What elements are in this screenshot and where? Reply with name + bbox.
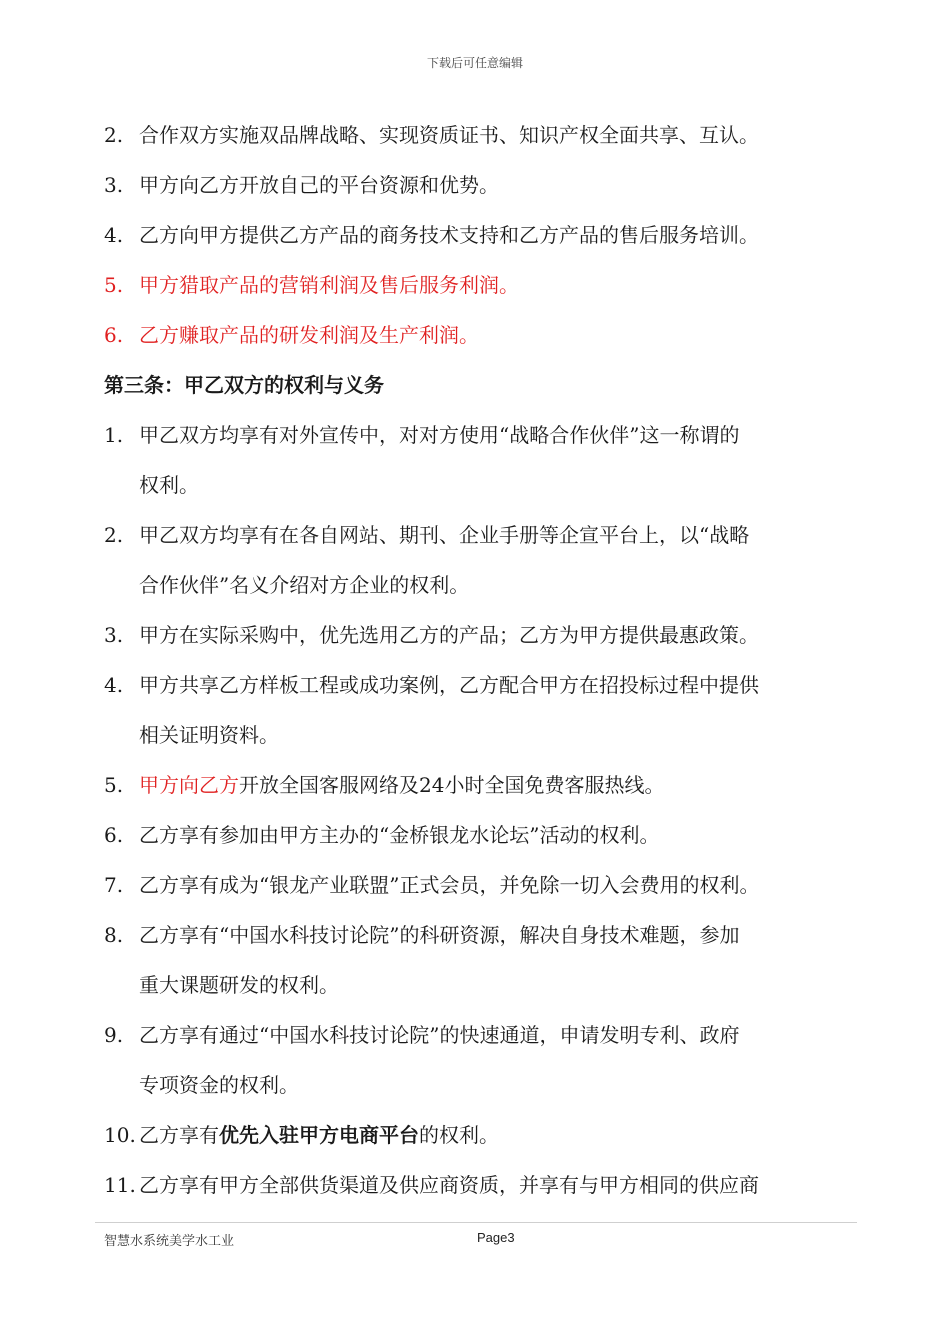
- clause-6-highlighted: [104, 310, 849, 360]
- section-heading: 第三条：甲乙双方的权利与义务: [104, 373, 384, 397]
- clause-number: 2.: [104, 123, 124, 147]
- clause-number: 4.: [104, 673, 124, 697]
- clause-text: 乙方享有通过“中国水科技讨论院”的快速通道，申请发明专利、政府: [139, 1023, 740, 1047]
- right-9: [104, 1010, 849, 1060]
- clause-number: 8.: [104, 923, 124, 947]
- document-body: [104, 110, 849, 1210]
- footer-company: 智慧水系统美学水工业: [104, 1234, 235, 1249]
- clause-bold-text: 优先入驻甲方电商平台: [219, 1123, 419, 1147]
- clause-number: 6.: [104, 323, 124, 347]
- right-7: [104, 860, 849, 910]
- clause-text: 乙方享有成为“银龙产业联盟”正式会员，并免除一切入会费用的权利。: [139, 873, 760, 897]
- right-5: [104, 760, 849, 810]
- right-1-continued: 权利。: [139, 473, 199, 497]
- clause-number: 9.: [104, 1023, 124, 1047]
- clause-number: 5.: [104, 273, 124, 297]
- clause-text: 合作双方实施双品牌战略、实现资质证书、知识产权全面共享、互认。: [139, 123, 759, 147]
- right-2-continued: 合作伙伴”名义介绍对方企业的权利。: [139, 573, 470, 597]
- clause-text: 甲乙双方均享有在各自网站、期刊、企业手册等企宣平台上，以“战略: [139, 523, 750, 547]
- clause-2: [104, 110, 849, 160]
- clause-text: 乙方向甲方提供乙方产品的商务技术支持和乙方产品的售后服务培训。: [139, 223, 759, 247]
- clause-text: 甲方向乙方开放自己的平台资源和优势。: [139, 173, 499, 197]
- clause-text: 乙方赚取产品的研发利润及生产利润。: [139, 323, 479, 347]
- header-note: 下载后可任意编辑: [426, 56, 523, 70]
- right-9-continued: 专项资金的权利。: [139, 1073, 299, 1097]
- clause-number: 5.: [104, 773, 124, 797]
- right-2: [104, 510, 849, 560]
- clause-text: 开放全国客服网络及24小时全国免费客服热线。: [239, 773, 665, 797]
- clause-text-post: 的权利。: [419, 1123, 499, 1147]
- clause-red-text: 甲方向乙方: [139, 773, 239, 797]
- clause-number: 10.: [104, 1123, 136, 1147]
- clause-number: 11.: [104, 1173, 136, 1197]
- clause-text: 乙方享有“中国水科技讨论院”的科研资源，解决自身技术难题，参加: [139, 923, 740, 947]
- clause-text: 甲方在实际采购中，优先选用乙方的产品；乙方为甲方提供最惠政策。: [139, 623, 759, 647]
- right-8: [104, 910, 849, 960]
- clause-text: 甲方共享乙方样板工程或成功案例，乙方配合甲方在招投标过程中提供: [139, 673, 759, 697]
- right-3: [104, 610, 849, 660]
- right-6: [104, 810, 849, 860]
- clause-4: [104, 210, 849, 260]
- page-number: Page3: [477, 1230, 515, 1245]
- right-11: [104, 1160, 849, 1210]
- clause-text: 乙方享有甲方全部供货渠道及供应商资质，并享有与甲方相同的供应商: [139, 1173, 759, 1197]
- clause-text: 乙方享有参加由甲方主办的“金桥银龙水论坛”活动的权利。: [139, 823, 660, 847]
- clause-number: 7.: [104, 873, 124, 897]
- right-4: [104, 660, 849, 710]
- clause-text: 甲乙双方均享有对外宣传中，对对方使用“战略合作伙伴”这一称谓的: [139, 423, 740, 447]
- right-4-continued: 相关证明资料。: [139, 723, 279, 747]
- clause-number: 3.: [104, 173, 124, 197]
- clause-number: 2.: [104, 523, 124, 547]
- clause-number: 6.: [104, 823, 124, 847]
- clause-number: 1.: [104, 423, 124, 447]
- right-10: [104, 1110, 849, 1160]
- clause-3: [104, 160, 849, 210]
- right-8-continued: 重大课题研发的权利。: [139, 973, 339, 997]
- clause-number: 4.: [104, 223, 124, 247]
- clause-text-pre: 乙方享有: [139, 1123, 219, 1147]
- footer-divider: [95, 1222, 857, 1223]
- clause-text: 甲方猎取产品的营销利润及售后服务利润。: [139, 273, 519, 297]
- clause-5-highlighted: [104, 260, 849, 310]
- right-1: [104, 410, 849, 460]
- clause-number: 3.: [104, 623, 124, 647]
